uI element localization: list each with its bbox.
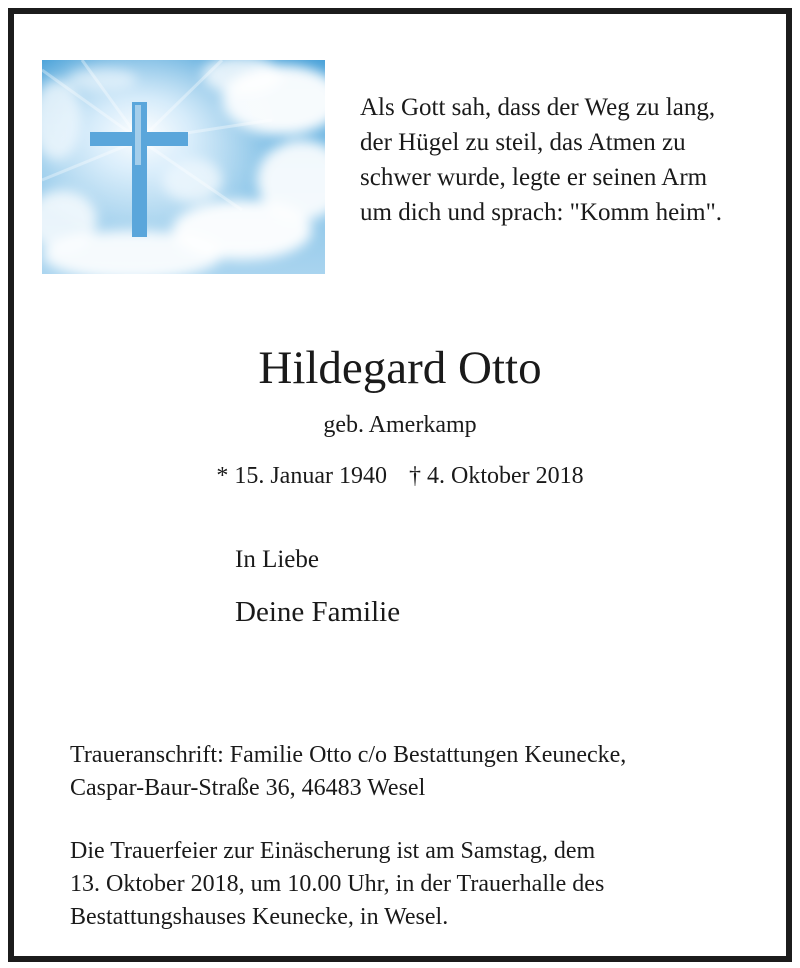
ceremony-line: Die Trauerfeier zur Einäscherung ist am Samstag, dem [70,838,596,864]
closing-family: Deine Familie [235,596,401,628]
address-line: Caspar-Baur-Straße 36, 46483 Wesel [70,775,426,801]
death-date: † 4. Oktober 2018 [408,463,584,489]
poem-line: schwer wurde, legte er seinen Arm [360,164,708,191]
poem-line: Als Gott sah, dass der Weg zu lang, [360,94,716,121]
birth-date: * 15. Januar 1940 [216,463,387,489]
mourning-address [70,739,626,805]
ceremony-line: 13. Oktober 2018, um 10.00 Uhr, in der Trauerhalle des [70,871,605,897]
poem-line: um dich und sprach: "Komm heim". [360,199,723,226]
ceremony-info [70,835,604,934]
maiden-name: geb. Amerkamp [323,412,477,438]
cross-in-clouds-image [42,60,325,274]
poem-line: der Hügel zu steil, das Atmen zu [360,129,686,156]
life-dates [14,461,786,491]
deceased-name: Hildegard Otto [258,342,542,394]
obituary-frame [8,8,792,962]
closing-in-liebe: In Liebe [235,546,319,573]
cross-icon [42,60,325,274]
address-line: Traueranschrift: Familie Otto c/o Bestattungen Keunecke, [70,742,627,768]
ceremony-line: Bestattungshauses Keunecke, in Wesel. [70,904,449,930]
poem [360,90,780,230]
